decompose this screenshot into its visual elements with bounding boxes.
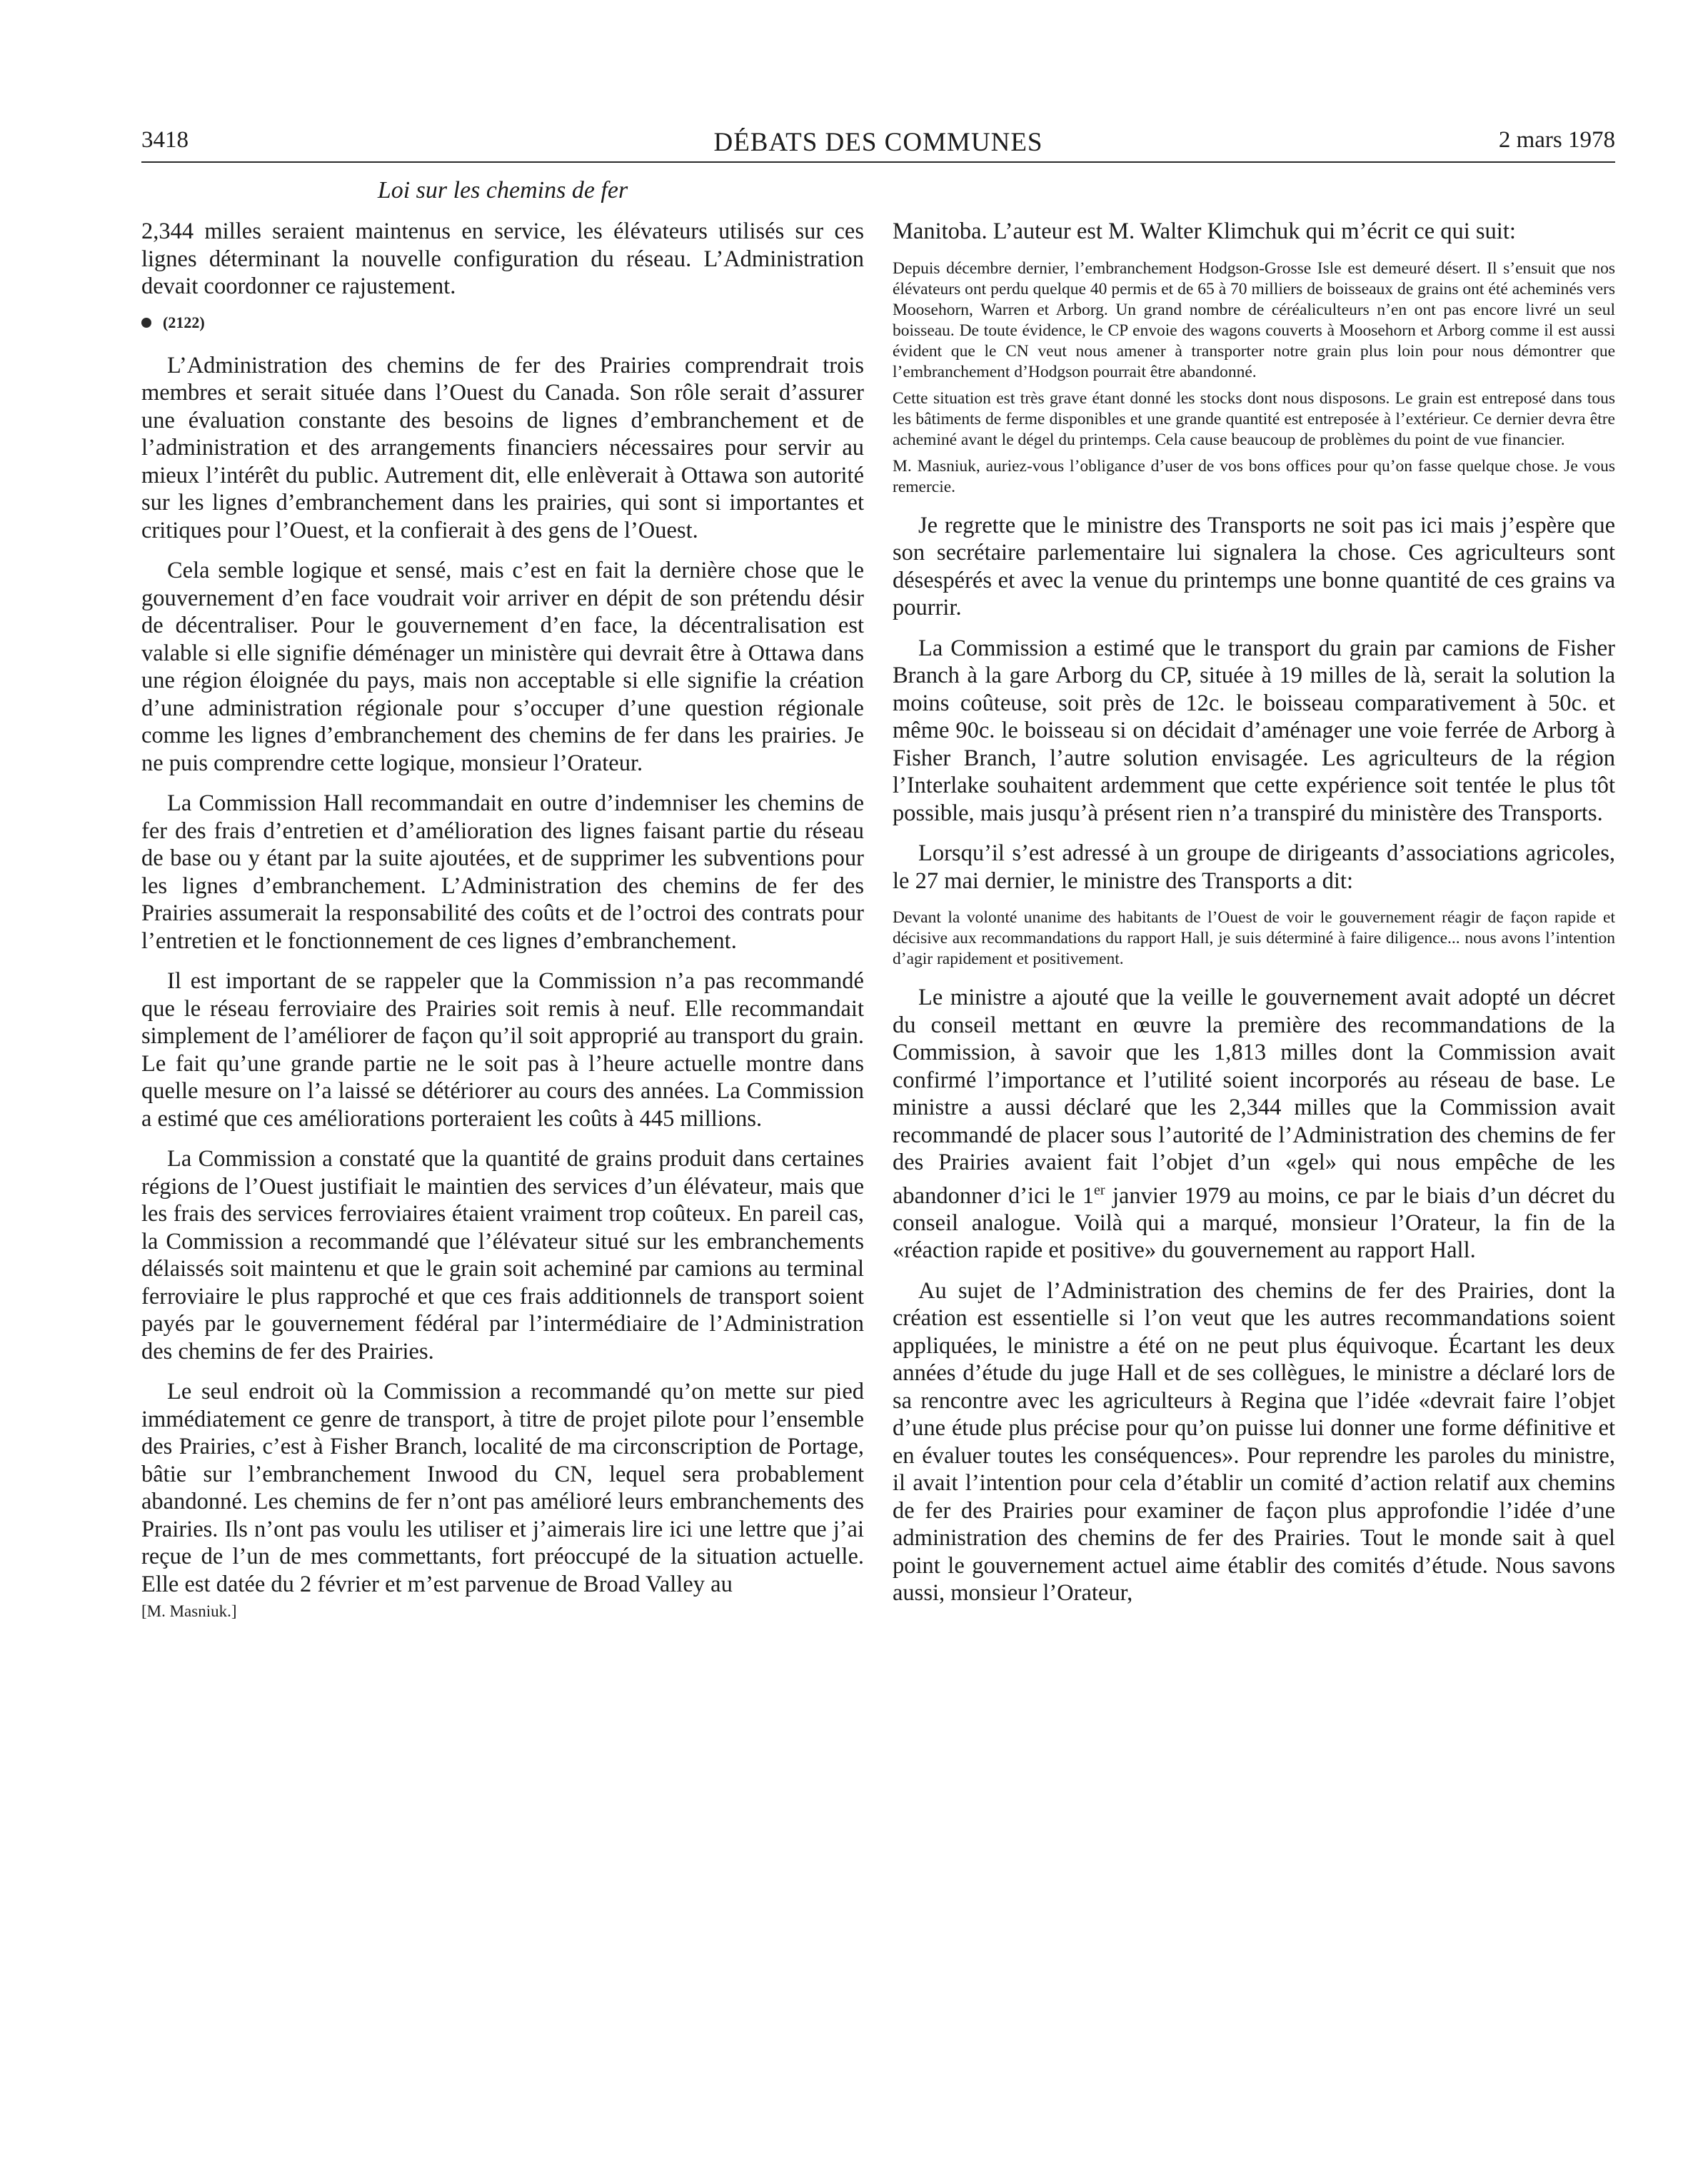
time-marker-label: (2122) xyxy=(163,313,205,331)
page-date: 2 mars 1978 xyxy=(1498,127,1615,153)
quoted-letter-paragraph: Cette situation est très grave étant donné les stocks dont nous disposons. Le grain est entreposé dans tous les bâtiments de ferme disponibles et une grande quantité est entreposée à l’extérieur. Ce dernier devra être acheminé avant le dégel du printemps. Cela cause beaucoup de problèmes du point de vue financier. xyxy=(893,388,1615,449)
quoted-letter-paragraph: Depuis décembre dernier, l’embranchement Hodgson-Grosse Isle est demeuré désert. Il s’ensuit que nos élévateurs ont perdu quelque 40 permis et de 65 à 70 milliers de boisseaux de grains ont été acheminés vers Moosehorn, Warren et Arborg. Un grand nombre de céréaliculteurs n’en ont pas encore livré un seul boisseau. De toute évidence, le CP envoie des wagons couverts à Moosehorn et Arborg comme il est aussi évident que le CN veut nous amener à transporter notre grain plus loin pour nous démontrer que l’embranchement d’Hodgson pourrait être abandonné. xyxy=(893,258,1615,381)
paragraph-part: Le ministre a ajouté que la veille le gouvernement avait adopté un décret du conseil mettant en œuvre la première des recommandations de la Commission, à savoir que les 1,813 milles dont la Commission avait confirmé l’importance et l’utilité soient incorporés au réseau de base. Le ministre a aussi déclaré que les 2,344 milles que la Commission avait recommandé de placer sous l’autorité de l’Administration des chemins de fer des Prairies avaient fait l’objet d’un «gel» qui nous empêche de les abandonner d’ici le 1 xyxy=(893,985,1615,1209)
paragraph xyxy=(893,984,1615,1265)
paragraph: 2,344 milles seraient maintenus en service, les élévateurs utilisés sur ces lignes déterminant la nouvelle configuration du réseau. L’Administration devait coordonner ce rajustement. xyxy=(141,218,864,299)
bullet-icon xyxy=(141,318,151,328)
speaker-attribution: [M. Masniuk.] xyxy=(141,1602,237,1620)
time-marker xyxy=(141,313,864,332)
paragraph: Il est important de se rappeler que la Commission n’a pas recommandé que le réseau ferroviaire des Prairies soit remis à neuf. Elle recommandait simplement de l’améliorer de façon qu’il soit approprié au transport du grain. Le fait qu’une grande partie ne le soit pas à l’heure actuelle montre dans quelle mesure on l’a laissé se détériorer au cours des années. La Commission a estimé que ces améliorations porteraient les coûts à 445 millions. xyxy=(141,968,864,1132)
page-header xyxy=(141,121,1615,163)
paragraph: Le seul endroit où la Commission a recommandé qu’on mette sur pied immédiatement ce genre de transport, à titre de projet pilote pour l’ensemble des Prairies, c’est à Fisher Branch, localité de ma circonscription de Portage, bâtie sur l’embranchement Inwood du CN, lequel sera probablement abandonné. Les chemins de fer n’ont pas amélioré leurs embranchements des Prairies. Ils n’ont pas voulu les utiliser et j’aimerais lire ici une lettre que j’ai reçue de l’un de mes commettants, fort préoccupé de la situation actuelle. Elle est datée du 2 février et m’est parvenue de Broad Valley au xyxy=(141,1379,864,1597)
quoted-letter-paragraph: M. Masniuk, auriez-vous l’obligance d’user de vos bons offices pour qu’on fasse quelque chose. Je vous remercie. xyxy=(893,456,1615,496)
right-column xyxy=(893,218,1615,1620)
superscript: er xyxy=(1094,1182,1105,1198)
left-column xyxy=(141,218,864,1621)
paragraph: Je regrette que le ministre des Transports ne soit pas ici mais j’espère que son secrétaire parlementaire lui signalera la chose. Ces agriculteurs sont désespérés et avec la venue du printemps une bonne quantité de ces grains va pourrir. xyxy=(893,512,1615,620)
paragraph: La Commission a constaté que la quantité de grains produit dans certaines régions de l’Ouest justifiait le maintien des services d’un élévateur, mais que les frais des services ferroviaires étaient vraiment trop coûteux. En pareil cas, la Commission a recommandé que l’élévateur situé sur les embranchements délaissés soit maintenu et que le grain soit acheminé par camions au terminal ferroviaire le plus rapproché et que ces frais additionnels de transport soient payés par le gouvernement fédéral par l’intermédiaire de l’Administration des chemins de fer des Prairies. xyxy=(141,1146,864,1364)
paragraph-part: janvier 1979 au moins, ce par le biais d’un décret du conseil analogue. Voilà qui a marqué, monsieur l’Orateur, la fin de la «réaction rapide et positive» du gouvernement au rapport Hall. xyxy=(893,1182,1615,1264)
paragraph: Manitoba. L’auteur est M. Walter Klimchuk qui m’écrit ce qui suit: xyxy=(893,218,1516,244)
paragraph: Lorsqu’il s’est adressé à un groupe de dirigeants d’associations agricoles, le 27 mai dernier, le ministre des Transports a dit: xyxy=(893,840,1615,894)
section-subject: Loi sur les chemins de fer xyxy=(377,177,628,203)
paragraph: Cela semble logique et sensé, mais c’est en fait la dernière chose que le gouvernement d’en face voudrait voir arriver en dépit de son prétendu désir de décentraliser. Pour le gouvernement d’en face, la décentralisation est valable si elle signifie déménager un ministère qui devrait être à Ottawa dans une région éloignée du pays, mais non acceptable si elle signifie la création d’une administration régionale pour s’occuper d’une question régionale comme les lignes d’embranchement des chemins de fer dans les prairies. Je ne puis comprendre cette logique, monsieur l’Orateur. xyxy=(141,558,864,776)
paragraph: La Commission Hall recommandait en outre d’indemniser les chemins de fer des frais d’entretien et d’amélioration des lignes faisant partie du réseau de base ou y étant par la suite ajoutées, et de supprimer les subventions pour les lignes d’embranchement. L’Administration des chemins de fer des Prairies assumerait la responsabilité des coûts et de l’octroi des contrats pour l’entretien et le fonctionnement de ces lignes d’embranchement. xyxy=(141,790,864,954)
paragraph: La Commission a estimé que le transport du grain par camions de Fisher Branch à la gare Arborg du CP, située à 19 milles de là, serait la solution la moins coûteuse, soit près de 12c. le boisseau comparativement à 50c. et même 90c. le boisseau si on décidait d’aménager une voie ferrée de Arborg à Fisher Branch, l’autre solution envisagée. Les agriculteurs de la région l’Interlake souhaitent ardemment que cette expérience soit tentée le plus tôt possible, mais jusqu’à présent rien n’a transpiré du ministère des Transports. xyxy=(893,635,1615,826)
paragraph: L’Administration des chemins de fer des Prairies comprendrait trois membres et serait située dans l’Ouest du Canada. Son rôle serait d’assurer une évaluation constante des besoins de lignes d’embranchement et de l’administration et des arrangements financiers nécessaires pour servir au mieux l’intérêt du public. Autrement dit, elle enlèverait à Ottawa son autorité sur les lignes d’embranchement dans les prairies, qui sont si importantes et critiques pour l’Ouest, et la confierait à des gens de l’Ouest. xyxy=(141,352,864,543)
quoted-minister-statement: Devant la volonté unanime des habitants de l’Ouest de voir le gouvernement réagir de façon rapide et décisive aux recommandations du rapport Hall, je suis déterminé à faire diligence... nous avons l’intention d’agir rapidement et positivement. xyxy=(893,908,1615,968)
paragraph: Au sujet de l’Administration des chemins de fer des Prairies, dont la création est essentielle si l’on veut que les autres recommandations soient appliquées, le ministre a été on ne peut plus équivoque. Écartant les deux années d’étude du juge Hall et de ses collègues, le ministre a déclaré lors de sa rencontre avec les agriculteurs à Regina que l’idée «devrait faire l’objet d’une étude plus précise pour qu’on puisse lui donner une forme définitive et en évaluer toutes les conséquences». Pour reprendre les paroles du ministre, il avait l’intention pour cela d’établir un comité d’action relatif aux chemins de fer des Prairies pour examiner de façon plus approfondie l’idée d’une administration des chemins de fer des Prairies. Tout le monde sait à quel point le gouvernement actuel aime établir des comités d’étude. Nous savons aussi, monsieur l’Orateur, xyxy=(893,1277,1615,1607)
page-number: 3418 xyxy=(141,127,189,153)
publication-title: DÉBATS DES COMMUNES xyxy=(713,128,1043,157)
